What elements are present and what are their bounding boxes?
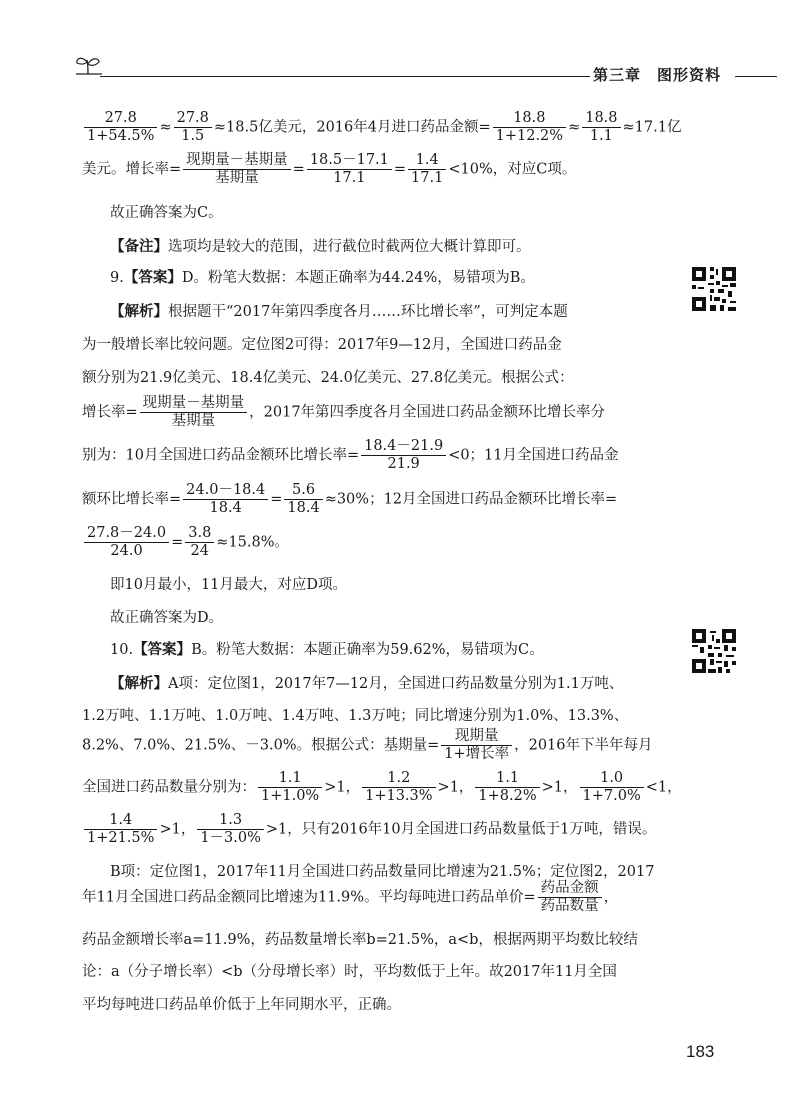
header-rule-left — [100, 76, 590, 77]
analysis-tag: 【解析】 — [110, 675, 168, 692]
fraction-denominator: 药品数量 — [540, 898, 599, 914]
qr-code-icon[interactable] — [690, 265, 738, 313]
text-span: <1， — [645, 779, 682, 796]
fraction — [441, 728, 512, 763]
text-span: >1，只有2016年10月全国进口药品数量低于1万吨，错误。 — [265, 821, 657, 838]
question-number: 9. — [110, 270, 124, 286]
fraction-numerator: 1.1 — [475, 770, 539, 788]
fraction-numerator: 18.8 — [493, 110, 566, 128]
text-span: 8.2%、7.0%、21.5%、－3.0%。根据公式：基期量= — [82, 737, 440, 754]
fraction-denominator: 1+8.2% — [478, 788, 537, 804]
text-line-12 — [82, 525, 289, 560]
fraction-denominator: 1+21.5% — [87, 830, 155, 846]
text-span: ≈ — [159, 119, 172, 136]
fraction-denominator: 1+12.2% — [495, 128, 564, 144]
text-line-23: 药品金额增长率a=11.9%，药品数量增长率b=21.5%，a<b，根据两期平均数比较结 — [82, 932, 638, 948]
fraction-numerator: 27.8－24.0 — [84, 525, 169, 543]
text-line-4 — [110, 237, 531, 257]
text-span: = — [270, 491, 283, 508]
fraction-denominator: 1+增长率 — [444, 746, 510, 762]
fraction-numerator: 3.8 — [185, 525, 214, 543]
text-span: ≈ — [568, 119, 581, 136]
text-line-5 — [110, 268, 535, 288]
text-span: ，2016年下半年每月 — [514, 737, 653, 754]
fraction — [538, 880, 602, 915]
fraction-numerator: 1.4 — [84, 812, 157, 830]
fraction-denominator: 17.1 — [411, 170, 444, 186]
header-rule-right — [735, 76, 777, 77]
text-span: ≈30%；12月全国进口药品金额环比增长率= — [324, 491, 618, 508]
fraction-denominator: 1+7.0% — [582, 788, 641, 804]
text-line-18 — [82, 728, 653, 763]
fraction — [307, 152, 392, 187]
text-line-7: 为一般增长率比较问题。定位图2可得：2017年9—12月，全国进口药品金 — [82, 337, 562, 353]
chapter-title: 第三章 图形资料 — [593, 66, 722, 84]
fraction-numerator: 27.8 — [174, 110, 212, 128]
text-line-19 — [82, 770, 682, 805]
text-line-6 — [110, 302, 568, 322]
fraction — [140, 395, 248, 430]
text-span: <10%，对应C项。 — [448, 161, 577, 178]
page-number: 183 — [686, 1042, 715, 1061]
text-line-25: 平均每吨进口药品单价低于上年同期水平，正确。 — [82, 997, 401, 1013]
text-span: B。粉笔大数据：本题正确率为59.62%，易错项为C。 — [191, 642, 544, 658]
text-span: >1， — [324, 779, 361, 796]
text-span: ≈15.8%。 — [216, 534, 290, 551]
answer-tag: 【答案】 — [123, 269, 182, 286]
question-number: 10. — [110, 642, 134, 658]
fraction-numerator: 18.4－21.9 — [361, 438, 446, 456]
fraction-numerator: 5.6 — [284, 482, 322, 500]
text-line-11 — [82, 482, 617, 517]
fraction-denominator: 基期量 — [171, 413, 216, 429]
text-span: 别为：10月全国进口药品金额环比增长率= — [82, 447, 360, 464]
text-line-16 — [110, 674, 623, 694]
fraction-denominator: 1－3.0% — [200, 830, 261, 846]
fraction — [580, 770, 644, 805]
fraction-numerator: 18.5－17.1 — [307, 152, 392, 170]
fraction-numerator: 1.1 — [258, 770, 322, 788]
fraction — [493, 110, 566, 145]
text-span: D。粉笔大数据：本题正确率为44.24%，易错项为B。 — [181, 270, 535, 286]
note-tag: 【备注】 — [110, 238, 168, 255]
text-line-20 — [82, 812, 656, 847]
text-span: = — [292, 161, 305, 178]
fraction-denominator: 17.1 — [333, 170, 366, 186]
answer-tag: 【答案】 — [133, 641, 192, 658]
fraction-denominator: 1+1.0% — [261, 788, 320, 804]
fraction-numerator: 1.2 — [362, 770, 435, 788]
fraction — [183, 152, 291, 187]
analysis-tag: 【解析】 — [110, 303, 168, 320]
fraction-denominator: 18.4 — [287, 500, 320, 516]
text-span: >1， — [159, 821, 196, 838]
text-line-3: 故正确答案为C。 — [110, 205, 223, 221]
fraction-denominator: 18.4 — [209, 500, 242, 516]
text-span: ≈17.1亿 — [622, 119, 682, 136]
text-span: 根据题干“2017年第四季度各月……环比增长率”，可判定本题 — [168, 304, 568, 320]
fraction — [84, 525, 169, 560]
text-span: 选项均是较大的范围，进行截位时截两位大概计算即可。 — [168, 239, 531, 255]
text-line-2 — [82, 152, 576, 187]
fraction — [185, 525, 214, 560]
fraction — [582, 110, 620, 145]
fraction — [408, 152, 446, 187]
text-line-22 — [82, 880, 618, 915]
fraction-numerator: 18.8 — [582, 110, 620, 128]
fraction-denominator: 24 — [190, 543, 209, 559]
fraction — [84, 812, 157, 847]
sprout-logo-icon — [74, 52, 102, 76]
fraction — [197, 812, 264, 847]
fraction-denominator: 1+54.5% — [87, 128, 155, 144]
fraction-denominator: 基期量 — [215, 170, 259, 186]
fraction-denominator: 1.5 — [181, 128, 205, 144]
text-line-21: B项：定位图1，2017年11月全国进口药品数量同比增速为21.5%；定位图2，2017 — [110, 864, 655, 880]
text-line-10 — [82, 438, 619, 473]
text-span: 全国进口药品数量分别为： — [82, 779, 256, 796]
fraction-numerator: 现期量－基期量 — [183, 152, 291, 170]
fraction-numerator: 药品金额 — [538, 880, 602, 898]
text-span: 美元。增长率= — [82, 161, 182, 178]
text-line-13: 即10月最小，11月最大，对应D项。 — [110, 577, 348, 593]
text-span: >1， — [541, 779, 578, 796]
text-span: <0；11月全国进口药品金 — [448, 447, 619, 464]
text-span: ≈18.5亿美元，2016年4月进口药品金额= — [213, 119, 491, 136]
fraction-denominator: 24.0 — [110, 543, 143, 559]
fraction-numerator: 现期量 — [441, 728, 512, 746]
fraction-numerator: 1.4 — [408, 152, 446, 170]
fraction — [362, 770, 435, 805]
text-line-15 — [110, 640, 544, 660]
text-line-14: 故正确答案为D。 — [110, 610, 224, 626]
fraction-numerator: 24.0－18.4 — [183, 482, 268, 500]
fraction — [361, 438, 446, 473]
text-span: 增长率= — [82, 404, 138, 421]
text-span: A项：定位图1，2017年7—12月，全国进口药品数量分别为1.1万吨、 — [168, 676, 624, 692]
qr-code-icon[interactable] — [690, 627, 738, 675]
text-span: >1， — [437, 779, 474, 796]
text-line-8: 额分别为21.9亿美元、18.4亿美元、24.0亿美元、27.8亿美元。根据公式： — [82, 370, 574, 386]
fraction-numerator: 1.3 — [197, 812, 264, 830]
fraction-denominator: 21.9 — [387, 456, 420, 472]
fraction — [258, 770, 322, 805]
fraction — [475, 770, 539, 805]
fraction — [84, 110, 157, 145]
text-span: 额环比增长率= — [82, 491, 182, 508]
fraction-numerator: 1.0 — [580, 770, 644, 788]
fraction-denominator: 1+13.3% — [365, 788, 433, 804]
text-line-17: 1.2万吨、1.1万吨、1.0万吨、1.4万吨、1.3万吨；同比增速分别为1.0%、13.3%、 — [82, 708, 629, 724]
fraction — [183, 482, 268, 517]
text-span: = — [171, 534, 184, 551]
text-line-1 — [82, 110, 681, 145]
text-span: = — [393, 161, 407, 178]
fraction — [284, 482, 322, 517]
fraction — [174, 110, 212, 145]
text-span: ， — [603, 889, 619, 906]
fraction-numerator: 现期量－基期量 — [140, 395, 248, 413]
text-line-9 — [82, 395, 605, 430]
text-line-24: 论：a（分子增长率）<b（分母增长率）时，平均数低于上年。故2017年11月全国 — [82, 964, 617, 980]
text-span: 年11月全国进口药品金额同比增速为11.9%。平均每吨进口药品单价= — [82, 889, 536, 906]
fraction-denominator: 1.1 — [589, 128, 613, 144]
text-span: ，2017年第四季度各月全国进口药品金额环比增长率分 — [249, 404, 606, 421]
fraction-numerator: 27.8 — [84, 110, 157, 128]
